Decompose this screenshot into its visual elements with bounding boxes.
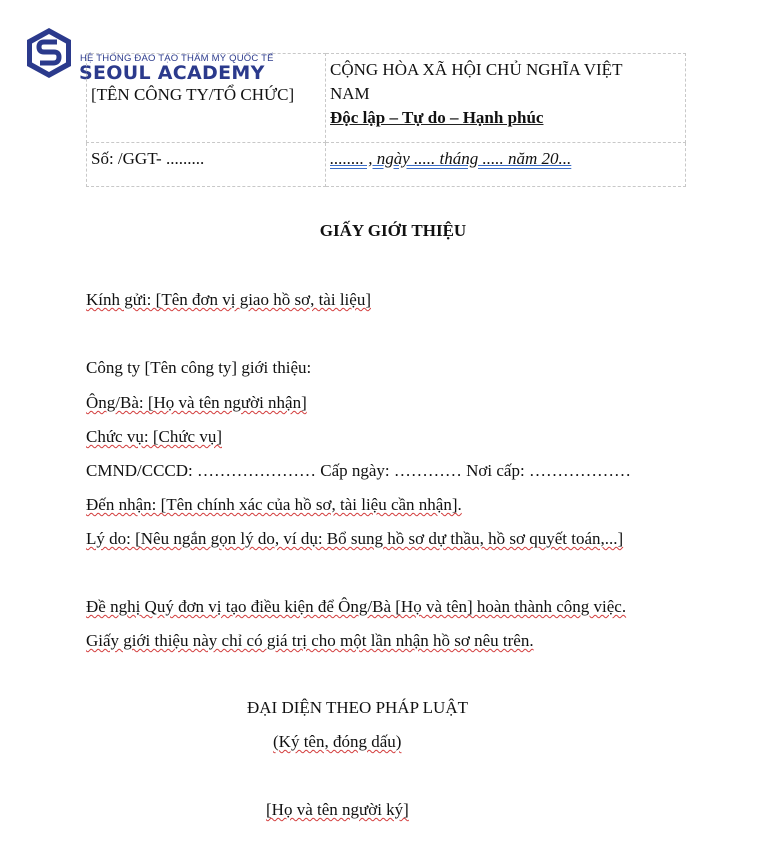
nation-cell <box>326 54 686 143</box>
national-motto: Độc lập – Tự do – Hạnh phúc <box>330 108 544 127</box>
org-cell <box>87 54 326 143</box>
signature-note: (Ký tên, đóng dấu) <box>273 732 402 751</box>
person-line: Ông/Bà: [Họ và tên người nhận] <box>86 393 307 412</box>
nation-line-2: NAM <box>330 84 370 103</box>
signature-title: ĐẠI DIỆN THEO PHÁP LUẬT <box>247 698 468 717</box>
number-cell <box>87 143 326 187</box>
document-title: GIẤY GIỚI THIỆU <box>319 221 467 240</box>
document-number: Số: /GGT- ......... <box>91 149 205 168</box>
intro-line: Công ty [Tên công ty] giới thiệu: <box>86 358 312 377</box>
reason-line: Lý do: [Nêu ngắn gọn lý do, ví dụ: Bổ sung hồ sơ dự thầu, hồ sơ quyết toán,...] <box>86 529 624 548</box>
document-date: ........ , ngày ..... tháng ..... năm 20... <box>330 149 572 168</box>
header-table <box>86 53 686 187</box>
org-name: [TÊN CÔNG TY/TỔ CHỨC] <box>91 85 295 104</box>
recipient-line: Kính gửi: [Tên đơn vị giao hồ sơ, tài liệu] <box>86 290 371 309</box>
logo-brand: SEOUL ACADEMY <box>79 62 265 84</box>
request-line: Đề nghị Quý đơn vị tạo điều kiện để Ông/Bà [Họ và tên] hoàn thành công việc. <box>86 597 627 616</box>
validity-line: Giấy giới thiệu này chỉ có giá trị cho một lần nhận hồ sơ nêu trên. <box>86 631 534 650</box>
logo-hexagon-s-icon <box>24 26 74 80</box>
position-line: Chức vụ: [Chức vụ] <box>86 427 222 446</box>
signer-name: [Họ và tên người ký] <box>266 800 409 819</box>
nation-line-1: CỘNG HÒA XÃ HỘI CHỦ NGHĨA VIỆT <box>330 60 623 79</box>
date-cell <box>326 143 686 187</box>
logo-tagline: HỆ THỐNG ĐÀO TẠO THẨM MỸ QUỐC TẾ <box>80 53 274 64</box>
id-card-line: CMND/CCCD: ………………… Cấp ngày: ………… Nơi cấp: ……………… <box>86 461 631 480</box>
purpose-line: Đến nhận: [Tên chính xác của hồ sơ, tài liệu cần nhận]. <box>86 495 462 514</box>
